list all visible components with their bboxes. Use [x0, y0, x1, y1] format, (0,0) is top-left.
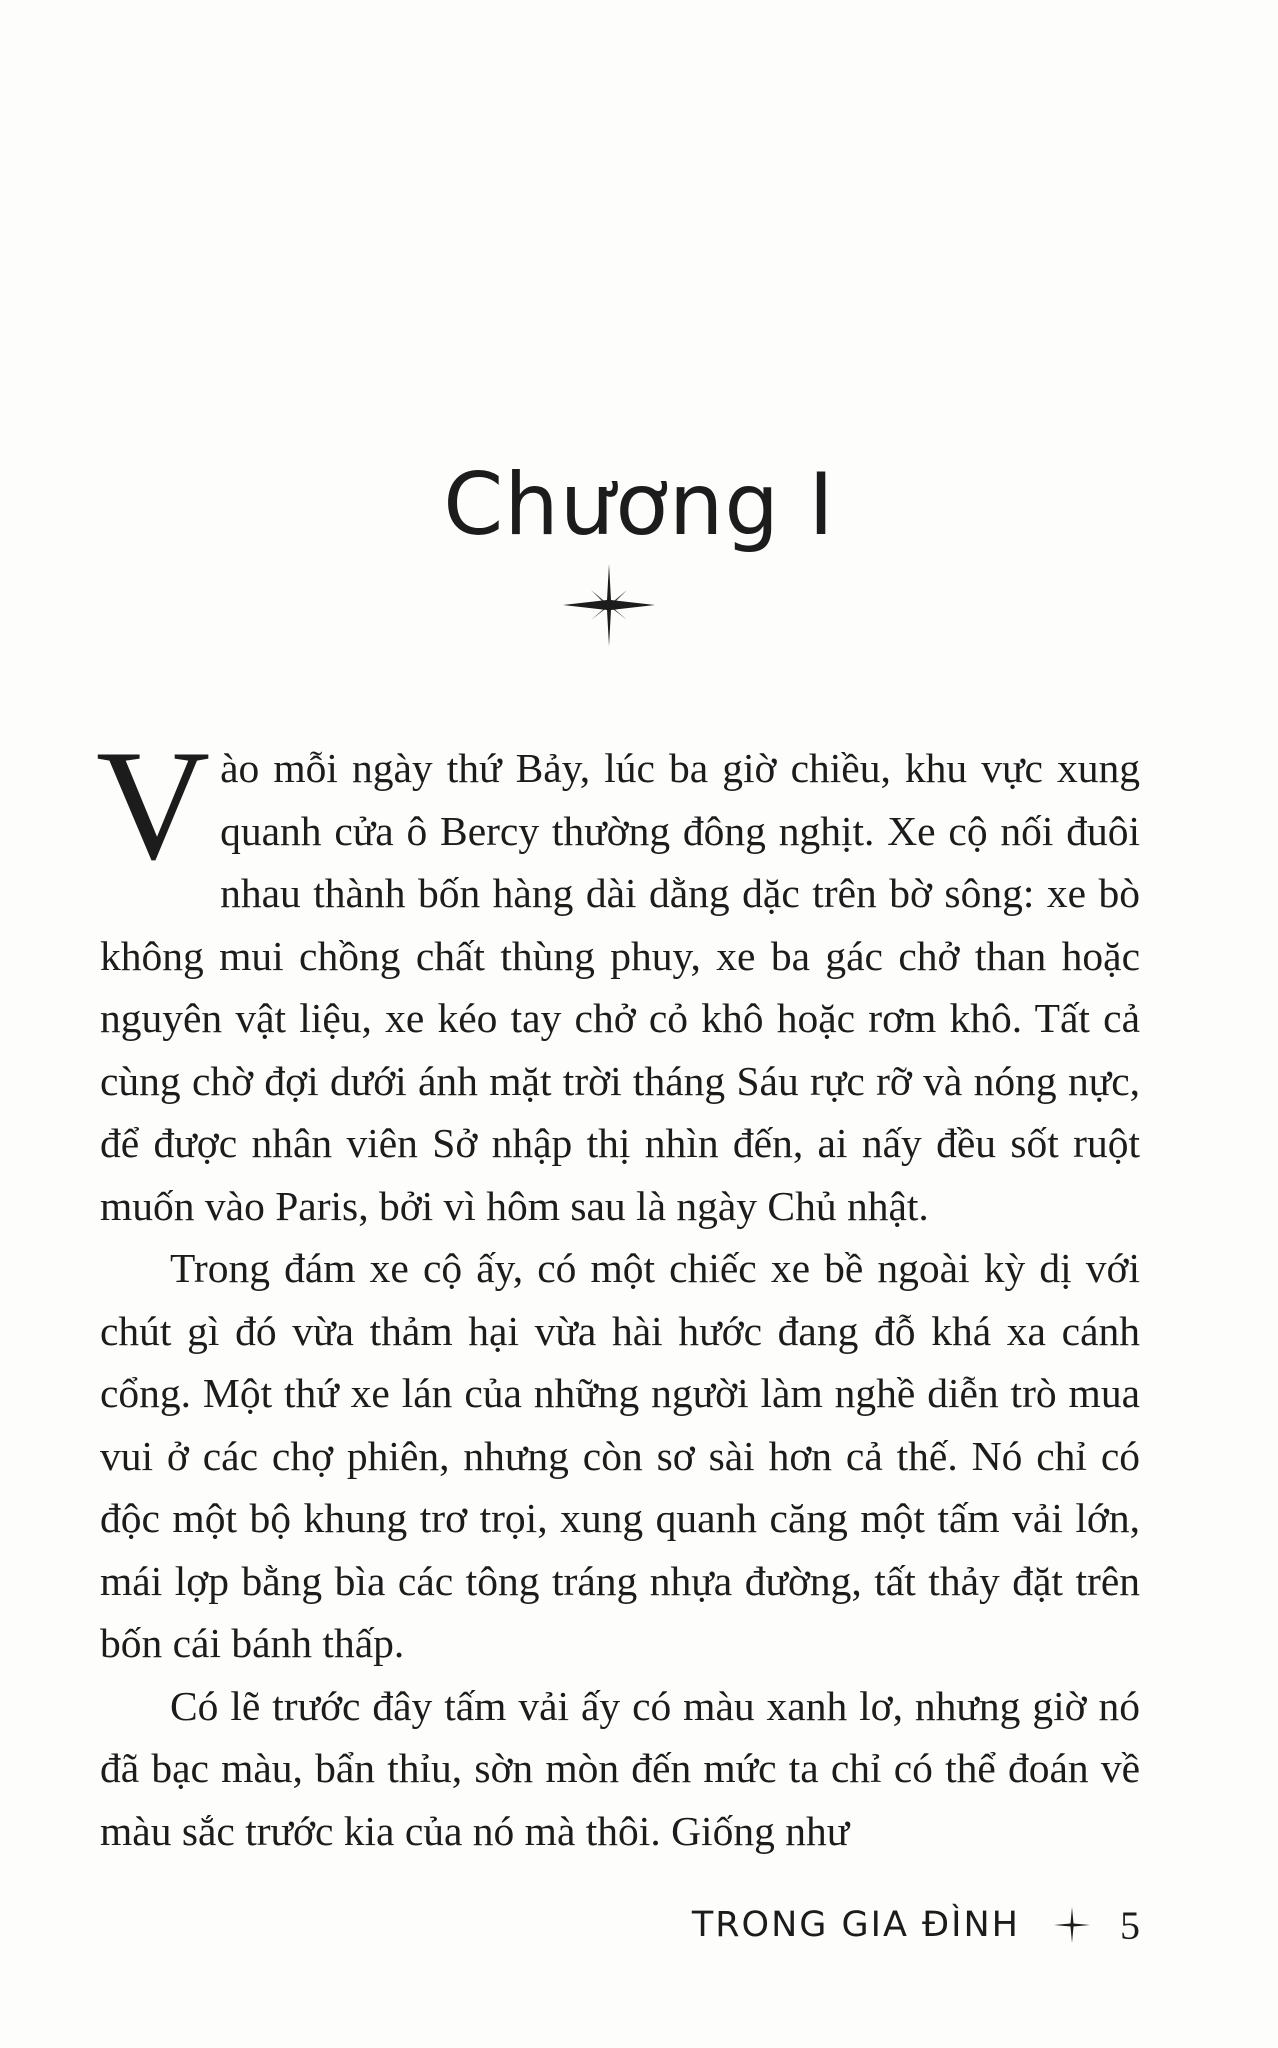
page-footer — [692, 1895, 1140, 1955]
running-title: TRONG GIA ĐÌNH — [691, 1905, 1020, 1945]
sparkle-star-icon — [559, 560, 659, 650]
paragraph-3: Có lẽ trước đây tấm vải ấy có màu xanh lơ, nhưng giờ nó đã bạc màu, bẩn thỉu, sờn mòn đến mức ta chỉ có thể đoán về màu sắc trước kia của nó mà thôi. Giống như — [100, 1682, 1140, 1854]
paragraph-2: Trong đám xe cộ ấy, có một chiếc xe bề ngoài kỳ dị với chút gì đó vừa thảm hại vừa hài hước đang đỗ khá xa cánh cổng. Một thứ xe lán của những người làm nghề diễn trò mua vui ở các chợ phiên, nhưng còn sơ sài hơn cả thế. Nó chỉ có độc một bộ khung trơ trọi, xung quanh căng một tấm vải lớn, mái lợp bằng bìa các tông tráng nhựa đường, tất thảy đặt trên bốn cái bánh thấp. — [100, 1245, 1140, 1666]
paragraph-1-text: ào mỗi ngày thứ Bảy, lúc ba giờ chiều, khu vực xung quanh cửa ô Bercy thường đông nghịt. Xe cộ nối đuôi nhau thành bốn hàng dài dằng dặc trên bờ sông: xe bò không mui chồng chất thùng phuy, xe ba gác chở than hoặc nguyên vật liệu, xe kéo tay chở cỏ khô hoặc rơm khô. Tất cả cùng chờ đợi dưới ánh mặt trời tháng Sáu rực rỡ và nóng nực, để được nhân viên Sở nhập thị nhìn đến, ai nấy đều sốt ruột muốn vào Paris, bởi vì hôm sau là ngày Chủ nhật. — [100, 745, 1140, 1229]
small-star-icon — [1050, 1903, 1094, 1947]
drop-cap-letter: V — [96, 718, 211, 893]
page-number: 5 — [1120, 1902, 1140, 1948]
chapter-title: Chương I — [443, 455, 835, 555]
paragraph-1 — [96, 718, 1140, 1237]
chapter-body — [96, 718, 1140, 1862]
